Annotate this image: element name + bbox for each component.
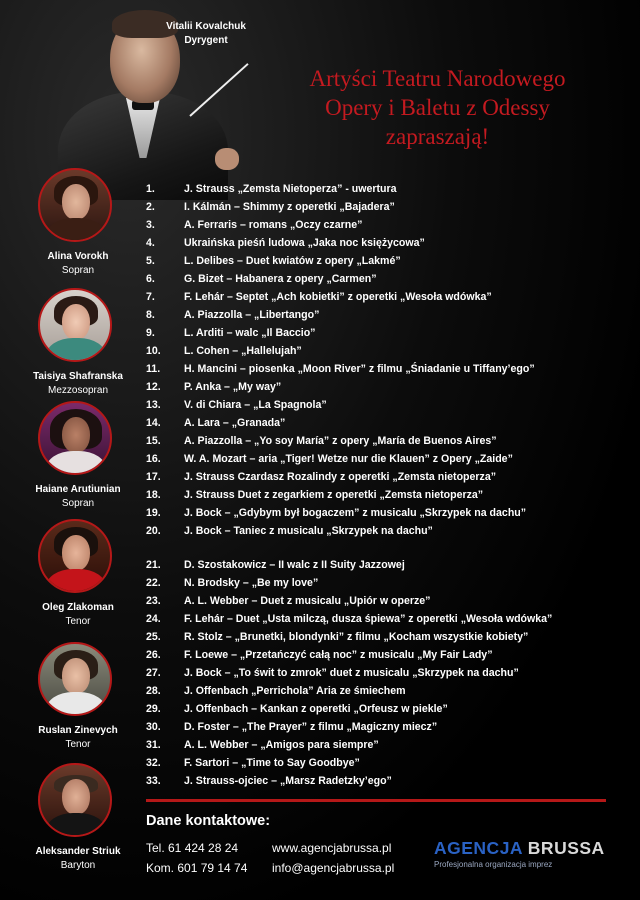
headline-line-2: Opery i Baletu z Odessy xyxy=(325,95,550,120)
contact-online xyxy=(272,838,394,878)
program-item-number: 30. xyxy=(146,721,161,733)
program-item xyxy=(146,556,626,574)
program-item-number: 17. xyxy=(146,471,161,483)
program-item-number: 18. xyxy=(146,489,161,501)
program-item xyxy=(146,234,626,252)
program-item-title: F. Sartori – „Time to Say Goodbye” xyxy=(184,757,360,769)
artist-caption xyxy=(18,370,138,398)
program-item xyxy=(146,610,626,628)
artist-portrait xyxy=(38,642,112,716)
program-item-title: L. Arditi – walc „Il Baccio” xyxy=(184,327,316,339)
program-item xyxy=(146,628,626,646)
program-item-number: 25. xyxy=(146,631,161,643)
program-item-number: 33. xyxy=(146,775,161,787)
artist-name: Aleksander Striuk xyxy=(35,846,121,857)
program-item-number: 9. xyxy=(146,327,155,339)
logo-wordmark xyxy=(434,838,614,859)
conductor-name: Vitalii Kovalchuk xyxy=(166,21,246,32)
artist-role: Sopran xyxy=(61,265,95,276)
artist-caption xyxy=(18,250,138,278)
program-item xyxy=(146,592,626,610)
program-item xyxy=(146,700,626,718)
program-item-number: 1. xyxy=(146,183,155,195)
program-item-title: A. L. Webber – Duet z musicalu „Upiór w operze” xyxy=(184,595,431,607)
program-item-number: 4. xyxy=(146,237,155,249)
program-item xyxy=(146,180,626,198)
portrait-body xyxy=(46,569,106,593)
headline xyxy=(255,64,620,151)
contact-phones xyxy=(146,838,247,878)
program-item-number: 23. xyxy=(146,595,161,607)
program-item-number: 8. xyxy=(146,309,155,321)
artist-role: Baryton xyxy=(60,860,96,871)
artist-caption xyxy=(18,601,138,629)
program-item-title: A. Ferraris – romans „Oczy czarne” xyxy=(184,219,363,231)
program-item-title: D. Szostakowicz – II walc z II Suity Jazzowej xyxy=(184,559,405,571)
program-item xyxy=(146,378,626,396)
headline-line-1: Artyści Teatru Narodowego xyxy=(309,66,566,91)
artist-name: Haiane Arutiunian xyxy=(35,484,121,495)
program-item-number: 3. xyxy=(146,219,155,231)
program-item-title: J. Bock – Taniec z musicalu „Skrzypek na dachu” xyxy=(184,525,433,537)
program-item xyxy=(146,772,626,790)
program-item-title: J. Strauss Czardasz Rozalindy z operetki „Zemsta nietoperza” xyxy=(184,471,497,483)
portrait-body xyxy=(46,218,106,242)
program-item-number: 13. xyxy=(146,399,161,411)
logo-word-brussa: BRUSSA xyxy=(527,838,605,858)
program-item xyxy=(146,736,626,754)
portrait-body xyxy=(46,813,106,837)
program-item-title: A. Lara – „Granada” xyxy=(184,417,286,429)
portrait-face xyxy=(62,417,90,453)
artist-name: Taisiya Shafranska xyxy=(33,371,123,382)
program-item-title: J. Offenbach „Perrichola” Aria ze śmiechem xyxy=(184,685,406,697)
artist-caption xyxy=(18,483,138,511)
program-item-title: J. Strauss Duet z zegarkiem z operetki „Zemsta nietoperza” xyxy=(184,489,484,501)
program-item-title: L. Delibes – Duet kwiatów z opery „Lakmé” xyxy=(184,255,401,267)
program-item xyxy=(146,198,626,216)
artist-caption xyxy=(18,724,138,752)
contact-heading: Dane kontaktowe: xyxy=(146,813,271,829)
program-item xyxy=(146,216,626,234)
program-item xyxy=(146,324,626,342)
program-item xyxy=(146,682,626,700)
program-item-number: 20. xyxy=(146,525,161,537)
program-item-title: R. Stolz – „Brunetki, blondynki” z filmu „Kocham wszystkie kobiety” xyxy=(184,631,529,643)
program-item xyxy=(146,288,626,306)
artist-portrait xyxy=(38,401,112,475)
program-item-number: 16. xyxy=(146,453,161,465)
program-item-title: A. Piazzolla – „Yo soy María” z opery „María de Buenos Aires” xyxy=(184,435,497,447)
conductor-caption xyxy=(146,20,266,48)
program-item xyxy=(146,718,626,736)
artist-portrait xyxy=(38,168,112,242)
program-item xyxy=(146,306,626,324)
portrait-face xyxy=(62,779,90,815)
program-item xyxy=(146,754,626,772)
conductor-role: Dyrygent xyxy=(184,35,228,46)
program-item-title: A. Piazzolla – „Libertango” xyxy=(184,309,320,321)
program-item-number: 21. xyxy=(146,559,161,571)
program-item-title: A. L. Webber – „Amigos para siempre” xyxy=(184,739,379,751)
portrait-body xyxy=(46,338,106,362)
artist-role: Sopran xyxy=(61,498,95,509)
conductor-hand xyxy=(215,148,239,170)
program-item-title: J. Strauss-ojciec – „Marsz Radetzky’ego” xyxy=(184,775,392,787)
artist-portrait xyxy=(38,763,112,837)
program-item-number: 7. xyxy=(146,291,155,303)
artist-role: Mezzosopran xyxy=(47,385,109,396)
contact-kom: Kom. 601 79 14 74 xyxy=(146,861,248,875)
program-item-title: W. A. Mozart – aria „Tiger! Wetze nur die Klauen” z Opery „Zaide” xyxy=(184,453,513,465)
artist-role: Tenor xyxy=(65,739,91,750)
program-item-title: H. Mancini – piosenka „Moon River” z filmu „Śniadanie u Tiffany’ego” xyxy=(184,363,535,375)
program-item-title: D. Foster – „The Prayer” z filmu „Magiczny miecz” xyxy=(184,721,438,733)
program-item-title: J. Strauss „Zemsta Nietoperza” - uwertura xyxy=(184,183,397,195)
portrait-face xyxy=(62,658,90,694)
program-item-number: 2. xyxy=(146,201,155,213)
portrait-face xyxy=(62,535,90,571)
program-item xyxy=(146,574,626,592)
program-item-title: F. Lehár – Duet „Usta milczą, dusza śpiewa” z operetki „Wesoła wdówka” xyxy=(184,613,553,625)
program-item-number: 28. xyxy=(146,685,161,697)
program-item-number: 11. xyxy=(146,363,161,375)
headline-line-3: zapraszają! xyxy=(385,124,490,149)
portrait-body xyxy=(46,451,106,475)
program-item xyxy=(146,522,626,540)
program-item-title: P. Anka – „My way” xyxy=(184,381,282,393)
artist-name: Ruslan Zinevych xyxy=(38,725,118,736)
logo-tagline: Profesjonalna organizacja imprez xyxy=(434,860,553,869)
program-item xyxy=(146,432,626,450)
program-item-title: Ukraińska pieśń ludowa „Jaka noc księżycowa” xyxy=(184,237,425,249)
program-item xyxy=(146,360,626,378)
program-item-title: L. Cohen – „Hallelujah” xyxy=(184,345,302,357)
program-item xyxy=(146,270,626,288)
program-item xyxy=(146,664,626,682)
program-item xyxy=(146,450,626,468)
program-item-number: 5. xyxy=(146,255,155,267)
program-item-title: J. Bock – „Gdybym był bogaczem” z musicalu „Skrzypek na dachu” xyxy=(184,507,527,519)
portrait-face xyxy=(62,184,90,220)
artist-name: Oleg Zlakoman xyxy=(42,602,114,613)
program-item-title: F. Loewe – „Przetańczyć całą noc” z musicalu „My Fair Lady” xyxy=(184,649,493,661)
program-item xyxy=(146,414,626,432)
red-divider xyxy=(146,799,606,802)
artist-portrait xyxy=(38,288,112,362)
program-item-title: N. Brodsky – „Be my love” xyxy=(184,577,319,589)
program-item-number: 29. xyxy=(146,703,161,715)
program-item-number: 26. xyxy=(146,649,161,661)
program-item-title: G. Bizet – Habanera z opery „Carmen” xyxy=(184,273,377,285)
program-item-title: J. Offenbach – Kankan z operetki „Orfeusz w piekle” xyxy=(184,703,448,715)
program-item-number: 6. xyxy=(146,273,155,285)
program-item xyxy=(146,252,626,270)
program-item-number: 27. xyxy=(146,667,161,679)
program-item-title: F. Lehár – Septet „Ach kobietki” z operetki „Wesoła wdówka” xyxy=(184,291,492,303)
program-item xyxy=(146,646,626,664)
portrait-body xyxy=(46,692,106,716)
contact-website-link[interactable]: www.agencjabrussa.pl xyxy=(272,841,392,855)
program-item xyxy=(146,396,626,414)
artist-role: Tenor xyxy=(65,616,91,627)
artist-caption xyxy=(18,845,138,873)
program-item xyxy=(146,468,626,486)
program-item-number: 10. xyxy=(146,345,161,357)
portrait-face xyxy=(62,304,90,340)
contact-tel: Tel. 61 424 28 24 xyxy=(146,841,239,855)
logo-word-agencja: AGENCJA xyxy=(434,838,523,858)
program-item-number: 19. xyxy=(146,507,161,519)
program-item-title: V. di Chiara – „La Spagnola” xyxy=(184,399,327,411)
program-item xyxy=(146,342,626,360)
program-item-title: J. Bock – „To świt to zmrok” duet z musicalu „Skrzypek na dachu” xyxy=(184,667,519,679)
program-item-number: 12. xyxy=(146,381,161,393)
program-item-number: 15. xyxy=(146,435,161,447)
artist-portrait xyxy=(38,519,112,593)
program-item-number: 24. xyxy=(146,613,161,625)
program-item xyxy=(146,504,626,522)
program-item-title: I. Kálmán – Shimmy z operetki „Bajadera” xyxy=(184,201,395,213)
program-item-number: 14. xyxy=(146,417,161,429)
program-item-number: 31. xyxy=(146,739,161,751)
artist-name: Alina Vorokh xyxy=(47,251,109,262)
agency-logo xyxy=(434,838,614,869)
contact-email-link[interactable]: info@agencjabrussa.pl xyxy=(272,861,395,875)
program-item xyxy=(146,486,626,504)
program-item-number: 22. xyxy=(146,577,161,589)
program-item-number: 32. xyxy=(146,757,161,769)
